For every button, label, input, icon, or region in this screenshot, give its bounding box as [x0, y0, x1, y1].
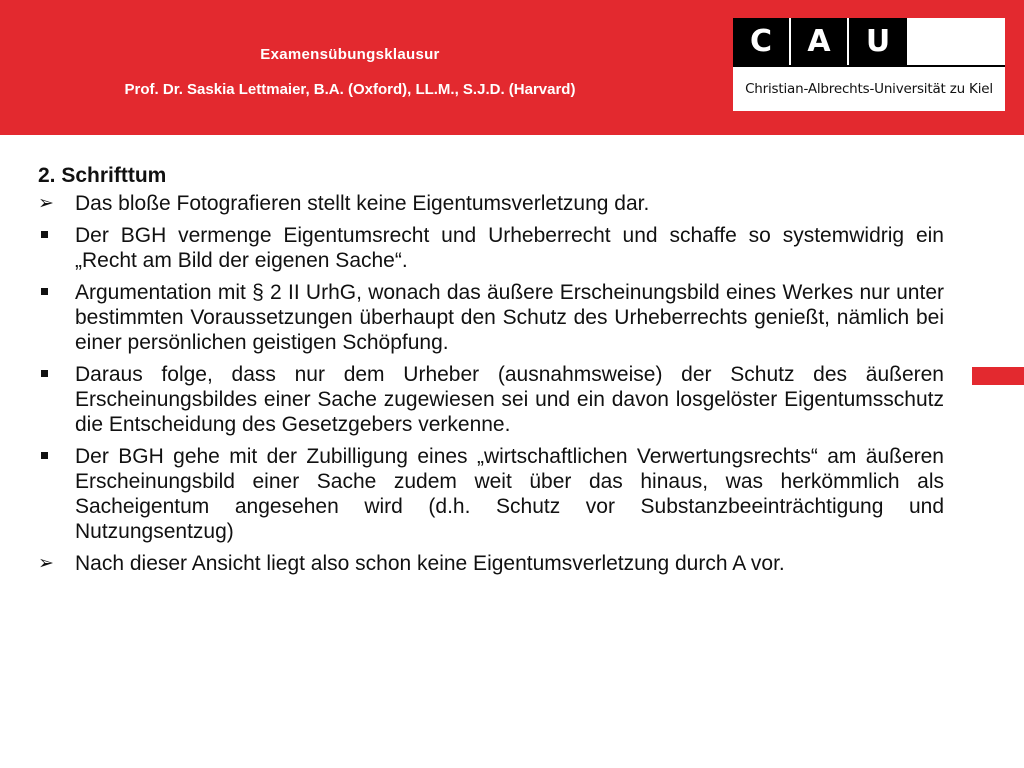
- list-item-text: Daraus folge, dass nur dem Urheber (ausnahmsweise) der Schutz des äußeren Erscheinungsbildes einer Sache zugewiesen sei und ein davon losgelöster Eigentumsschutz die Entscheidung des Gesetzgebers verkenne.: [75, 363, 944, 436]
- arrow-icon: [38, 191, 62, 216]
- list-item: [38, 191, 944, 216]
- list-item-text: Das bloße Fotografieren stellt keine Eigentumsverletzung dar.: [75, 192, 650, 215]
- square-bullet-icon: [38, 362, 62, 387]
- logo-letters: [733, 18, 907, 66]
- slide-title: Examensübungsklausur: [260, 46, 440, 63]
- slide-subtitle: Prof. Dr. Saskia Lettmaier, B.A. (Oxford), LL.M., S.J.D. (Harvard): [124, 81, 576, 98]
- university-logo: [733, 18, 1005, 111]
- list-item-text: Nach dieser Ansicht liegt also schon keine Eigentumsverletzung durch A vor.: [75, 552, 785, 575]
- header-bar: [0, 0, 1024, 135]
- section-heading: 2. Schrifttum: [38, 164, 167, 187]
- square-bullet-icon: [38, 444, 62, 469]
- list-item-text: Der BGH vermenge Eigentumsrecht und Urheberrecht und schaffe so systemwidrig ein „Recht am Bild der eigenen Sache“.: [75, 224, 944, 272]
- list-item: [38, 280, 944, 355]
- list-item: [38, 551, 944, 576]
- logo-rule: [733, 65, 1005, 67]
- list-item-text: Argumentation mit § 2 II UrhG, wonach das äußere Erscheinungsbild eines Werkes nur unter bestimmten Voraussetzungen überhaupt den Schutz des Urheberrechts genießt, nämlich bei einer persönlichen geistigen Schöpfung.: [75, 281, 944, 354]
- logo-letter-u: U: [849, 18, 907, 66]
- arrow-icon: [38, 551, 62, 576]
- square-bullet-icon: [38, 223, 62, 248]
- list-item: [38, 444, 944, 544]
- list-item: [38, 362, 944, 437]
- square-bullet-icon: [38, 280, 62, 305]
- slide-content: [38, 163, 944, 583]
- slide-side-marker: [972, 367, 1024, 385]
- list-item: [38, 223, 944, 273]
- logo-university-name: Christian-Albrechts-Universität zu Kiel: [745, 81, 993, 97]
- logo-letter-c: C: [733, 18, 789, 66]
- logo-letter-a: A: [791, 18, 847, 66]
- list-item-text: Der BGH gehe mit der Zubilligung eines „wirtschaftlichen Verwertungsrechts“ am äußeren Erscheinungsbild einer Sache zudem weit über das hinaus, was herkömmlich als Sacheigentum angesehen wird (d.h. Schutz vor Substanzbeeinträchtigung und Nutzungsentzug): [75, 445, 944, 543]
